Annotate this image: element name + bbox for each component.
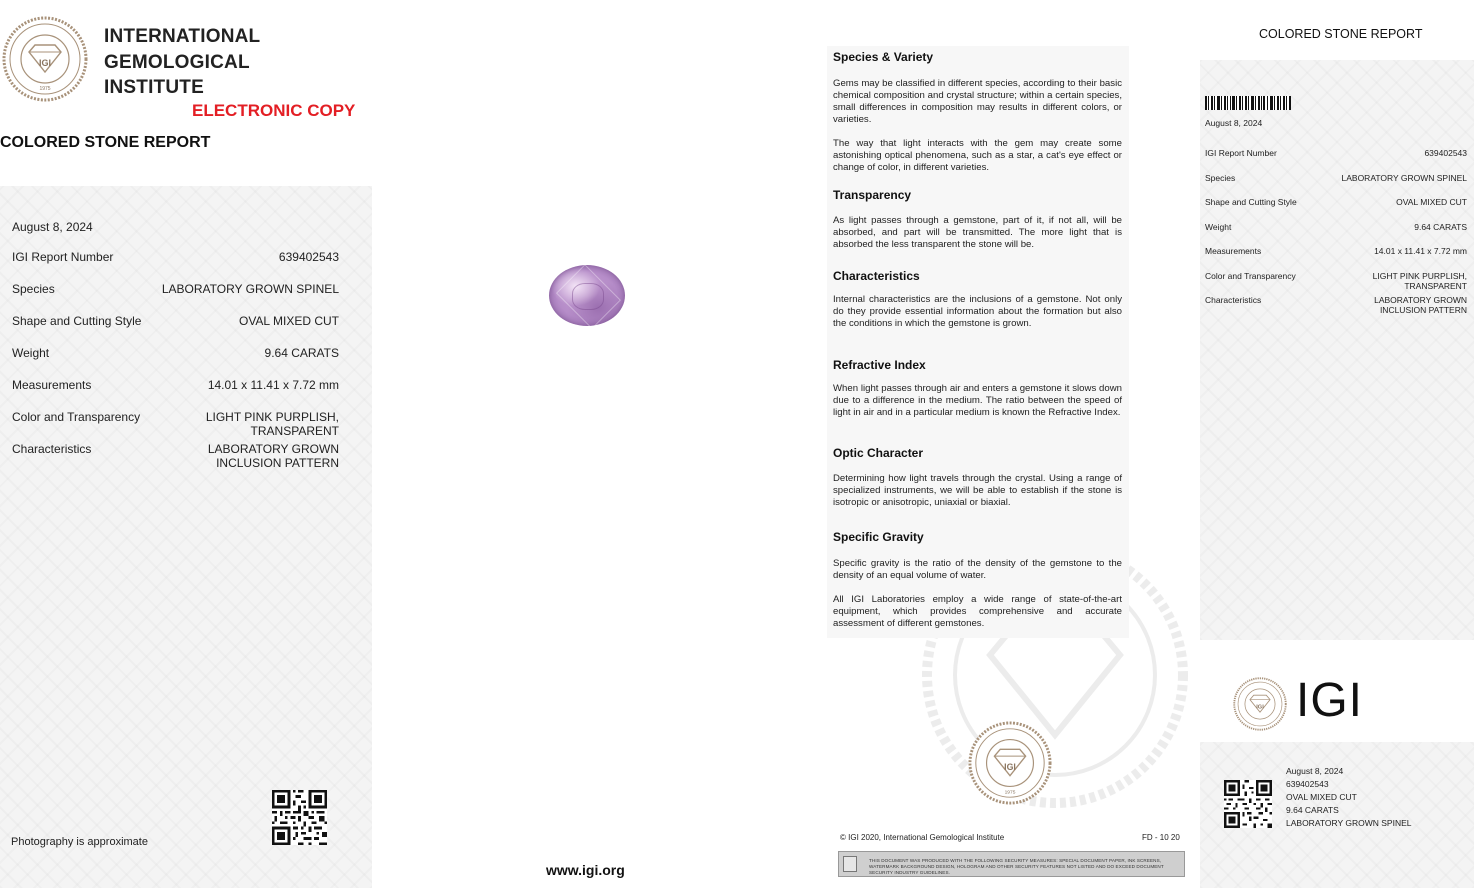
copyright-text: © IGI 2020, International Gemological Institute (840, 833, 1005, 842)
card-row-label: Weight (1205, 222, 1232, 232)
report-row-value: OVAL MIXED CUT (238, 314, 339, 328)
section-paragraph: All IGI Laboratories employ a wide range of state-of-the-art equipment, which provides comprehensive and accurate assessment of different gemstones. (833, 594, 1122, 629)
summary-line: OVAL MIXED CUT (1286, 792, 1357, 802)
igi-seal-icon (968, 721, 1052, 805)
qr-code-icon[interactable] (272, 790, 327, 845)
gem-image (549, 265, 625, 326)
brand-line-1: INTERNATIONAL (104, 26, 261, 47)
card-row-value: 9.64 CARATS (1414, 222, 1467, 232)
section-heading: Species & Variety (833, 50, 934, 64)
value-line: INCLUSION PATTERN (1379, 305, 1467, 315)
summary-line: August 8, 2024 (1286, 766, 1344, 776)
value-line: TRANSPARENT (1404, 281, 1467, 291)
seal-year: 1975 (1004, 790, 1016, 796)
section-paragraph: The way that light interacts with the gem may create some astonishing optical phenomena, such as a star, a cat's eye effect or change of color, in different varieties. (833, 138, 1122, 173)
card-row-value (1373, 271, 1467, 291)
summary-line: 639402543 (1286, 779, 1329, 789)
card-row-value: 639402543 (1424, 148, 1467, 158)
summary-line: 9.64 CARATS (1286, 805, 1339, 815)
report-row-value: 639402543 (278, 250, 339, 264)
report-row-label: Weight (12, 346, 50, 360)
barcode-icon (1205, 96, 1291, 110)
report-row-label: Characteristics (12, 442, 92, 456)
seal-monogram: IGI (38, 58, 52, 68)
report-row-value (206, 410, 339, 438)
section-heading: Optic Character (833, 446, 924, 460)
report-row-value (208, 442, 339, 470)
value-line: INCLUSION PATTERN (216, 456, 339, 470)
card-date: August 8, 2024 (1205, 118, 1263, 128)
card-row-label: Species (1205, 173, 1236, 183)
igi-logo-text: IGI (1296, 674, 1364, 727)
igi-seal-icon (2, 16, 88, 102)
value-line: LABORATORY GROWN (1374, 295, 1467, 305)
seal-monogram: IGI (1004, 761, 1016, 772)
section-paragraph: Determining how light travels through the crystal. Using a range of specialized instruments, we will be able to establish if the stone is isotropic or anisotropic, uniaxial or biaxial. (833, 473, 1122, 508)
section-paragraph: When light passes through air and enters a gemstone it slows down due to a difference in the medium. The ratio between the speed of light in air and in a particular medium is known the Refractive Index. (833, 383, 1122, 418)
value-line: LIGHT PINK PURPLISH, (1372, 271, 1467, 281)
section-heading: Specific Gravity (833, 530, 924, 544)
card-row-value: OVAL MIXED CUT (1396, 197, 1467, 207)
form-code: FD - 10 20 (1142, 833, 1180, 842)
card-row-value (1374, 295, 1467, 315)
card-row-value: LABORATORY GROWN SPINEL (1341, 173, 1467, 183)
report-row-value: 14.01 x 11.41 x 7.72 mm (207, 378, 339, 392)
seal-year: 1975 (39, 86, 51, 92)
value-line: LABORATORY GROWN (207, 442, 339, 456)
section-paragraph: As light passes through a gemstone, part of it, if not all, will be absorbed, and part will be transmitted. The more light that is absorbed the less transparent the stone will be. (833, 215, 1122, 250)
report-row-label: Species (12, 282, 55, 296)
section-paragraph: Specific gravity is the ratio of the density of the gemstone to the density of an equal volume of water. (833, 558, 1122, 581)
report-row-label: Measurements (12, 378, 92, 392)
value-line: LIGHT PINK PURPLISH, (205, 410, 339, 424)
card-row-label: Characteristics (1205, 295, 1262, 305)
report-row-label: IGI Report Number (12, 250, 114, 264)
lock-icon (843, 856, 857, 872)
card-row-value: 14.01 x 11.41 x 7.72 mm (1374, 246, 1467, 256)
card-row-label: IGI Report Number (1205, 148, 1277, 158)
igi-seal-icon (1233, 677, 1287, 731)
brand-line-3: INSTITUTE (104, 77, 204, 98)
card-row-label: Measurements (1205, 246, 1262, 256)
report-row-value: 9.64 CARATS (264, 346, 339, 360)
section-paragraph: Internal characteristics are the inclusions of a gemstone. Not only do they provide essential information about the formation but also the conditions in which the gemstone is grown. (833, 294, 1122, 329)
card-title: COLORED STONE REPORT (1259, 27, 1423, 41)
website-link[interactable]: www.igi.org (546, 862, 625, 878)
report-row-label: Shape and Cutting Style (12, 314, 142, 328)
info-panel (827, 46, 1129, 638)
brand-name (104, 24, 260, 101)
electronic-copy-label: ELECTRONIC COPY (192, 101, 356, 120)
section-heading: Transparency (833, 188, 912, 202)
value-line: TRANSPARENT (250, 424, 339, 438)
photo-disclaimer: Photography is approximate (11, 836, 148, 848)
security-text: THIS DOCUMENT WAS PRODUCED WITH THE FOLLOWING SECURITY MEASURES: SPECIAL DOCUMENT PAPER, INK SCREENS, WATERMARK BACKGROUND DESIGN, HOLOGRAM AND OTHER SECURITY FEATURES NOT LISTED AND DO EXCEED DOCUMENT SECURITY INDUSTRY GUIDELINES. (869, 858, 1164, 875)
summary-line: LABORATORY GROWN SPINEL (1286, 818, 1412, 828)
section-paragraph: Gems may be classified in different species, according to their basic chemical composition and crystal structure; within a certain species, small differences in composition may results in different colors, or varieties. (833, 78, 1122, 125)
qr-code-icon[interactable] (1224, 780, 1272, 828)
report-title: COLORED STONE REPORT (0, 134, 211, 151)
brand-line-2: GEMOLOGICAL (104, 51, 250, 73)
section-heading: Refractive Index (833, 358, 926, 372)
card-row-label: Shape and Cutting Style (1205, 197, 1297, 207)
card-summary (1286, 765, 1412, 830)
section-heading: Characteristics (833, 269, 920, 283)
report-date: August 8, 2024 (12, 220, 93, 234)
report-row-label: Color and Transparency (12, 410, 141, 424)
card-panel (1200, 60, 1474, 640)
security-features-strip (838, 851, 1185, 877)
card-row-label: Color and Transparency (1205, 271, 1296, 281)
seal-monogram: IGI (1256, 704, 1264, 711)
report-row-value: LABORATORY GROWN SPINEL (161, 282, 339, 296)
